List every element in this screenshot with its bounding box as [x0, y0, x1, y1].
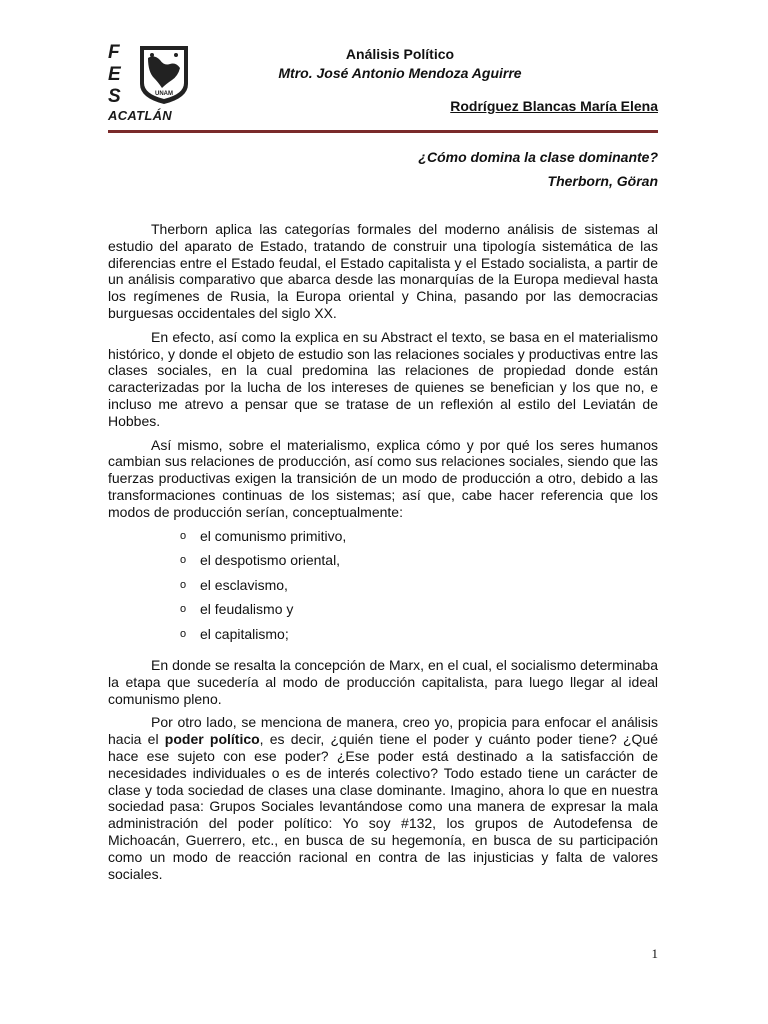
- list-item: [108, 577, 658, 602]
- document-author: Therborn, Göran: [547, 173, 658, 189]
- logo-campus-name: ACATLÁN: [108, 108, 172, 123]
- paragraph-2: En efecto, así como la explica en su Abstract el texto, se basa en el materialismo histórico, y donde el objeto de estudio son las relaciones sociales y productivas entre las clases sociales, en la cual predomina las relaciones de propiedad donde están caracterizadas por la lucha de los intereses de quienes se benefician y los que no, e incluso me atrevo a pensar que se tratase de un reflexión al estilo del Leviatán de Hobbes.: [108, 328, 658, 429]
- list-item: [108, 528, 658, 553]
- fes-acatlan-logo: [108, 42, 192, 126]
- paragraph-3: Así mismo, sobre el materialismo, explica cómo y por qué los seres humanos cambian sus relaciones de producción, así como sus relaciones sociales, siendo que las fuerzas productivas exigen la transición de un modo de producción a otro, debido a las transformaciones continuas de los sistemas; así que, cabe hacer referencia que los modos de producción serían, conceptualmente:: [108, 436, 658, 520]
- course-title: Análisis Político: [345, 46, 455, 62]
- emblem-ribbon-text: UNAM: [155, 91, 173, 97]
- paragraph-5-start: Por otro lado, se menciona de manera, creo yo, propicia para enfocar el análisis hacia el: [108, 714, 658, 748]
- list-bullet-icon: o: [180, 529, 187, 542]
- list-item-text: el despotismo oriental,: [200, 552, 341, 569]
- paragraph-1: Therborn aplica las categorías formales del moderno análisis de sistemas al estudio del aparato de Estado, tratando de construir una tipología sistemática de las diferencias entre el Estado feudal, el Estado capitalista y el Estado socialista, a partir de un análisis comparativo que abarca desde las monarquías de la Europa medieval hasta los regímenes de Rusia, la Europa oriental y China, pasando por las democracias burguesas occidentales del siglo XX.: [108, 221, 658, 321]
- list-item: [108, 552, 658, 577]
- logo-letter-s: S: [108, 86, 121, 107]
- list-item-text: el capitalismo;: [200, 625, 289, 642]
- professor-name: Mtro. José Antonio Mendoza Aguirre: [278, 65, 522, 81]
- logo-letters: [108, 42, 130, 108]
- list-bullet-icon: o: [180, 603, 187, 616]
- list-bullet-icon: o: [180, 627, 187, 640]
- header-divider: [108, 130, 658, 133]
- list-item: [108, 626, 658, 651]
- list-item-text: el esclavismo,: [200, 576, 288, 593]
- list-bullet-icon: o: [180, 578, 187, 591]
- bold-phrase-poder-politico: poder político: [164, 731, 260, 748]
- paragraph-5-end: , es decir, ¿quién tiene el poder y cuánto poder tiene? ¿Qué hace ese sujeto con ese poder? ¿Ese poder está destinado a la satisfacción de necesidades individuales o es de interés colectivo? Todo estado tiene un carácter de clase y toda sociedad de clases una clase dominante. Imagino, ahora lo que en nuestra sociedad pasa: Grupos Sociales levantándose como una manera de expresar la mala administración del poder político: Yo soy #132, los grupos de Autodefensa de Michoacán, Guerrero, etc., en busca de su hegemonía, en busca de su participación como un modo de reacción racional en contra de las injusticias y falta de valores sociales.: [108, 731, 658, 882]
- list-bullet-icon: o: [180, 554, 187, 567]
- student-name: Rodríguez Blancas María Elena: [450, 98, 658, 114]
- logo-letter-e: E: [108, 64, 121, 85]
- paragraph-4: En donde se resalta la concepción de Marx, en el cual, el socialismo determinaba la etapa que sucedería al modo de producción capitalista, para luego llegar al ideal comunismo pleno.: [108, 657, 658, 707]
- list-item-text: el comunismo primitivo,: [200, 527, 347, 544]
- unam-emblem-icon: [136, 44, 192, 106]
- document-body: [108, 221, 658, 889]
- list-item-text: el feudalismo y: [200, 601, 294, 618]
- logo-letter-f: F: [108, 42, 120, 63]
- document-title: ¿Cómo domina la clase dominante?: [418, 149, 658, 165]
- modes-of-production-list: [108, 528, 658, 651]
- page-number: 1: [651, 946, 658, 961]
- list-item: [108, 601, 658, 626]
- paragraph-5: [108, 714, 658, 882]
